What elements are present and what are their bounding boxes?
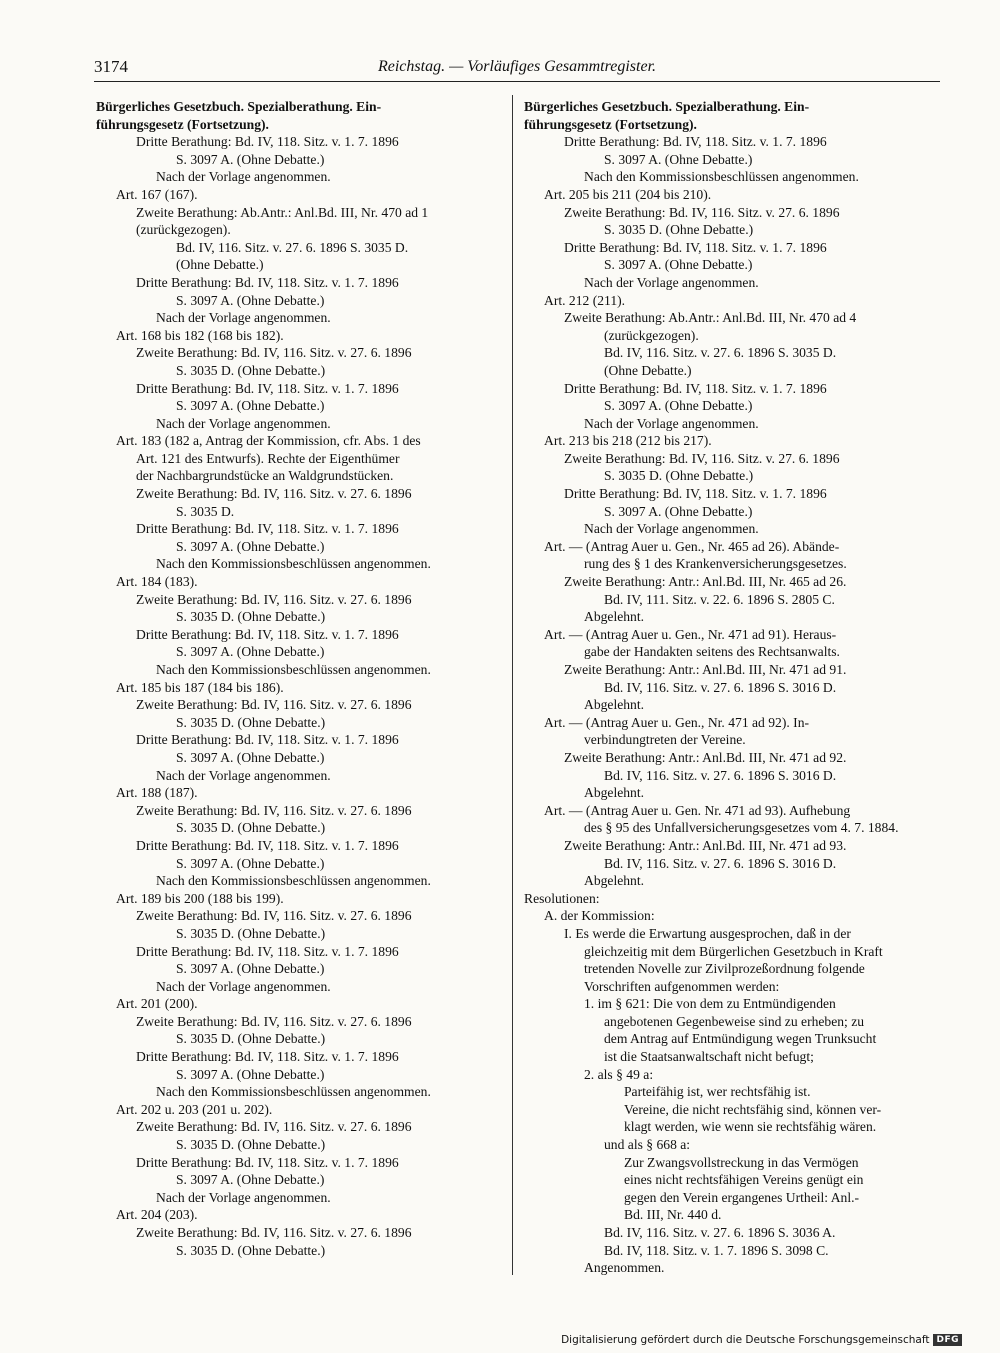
index-line: gleichzeitig mit dem Bürgerlichen Gesetzbuch in Kraft [584,943,883,959]
index-line: Bürgerliches Gesetzbuch. Spezialberathung. Ein- [524,99,810,114]
index-line: Zweite Berathung: Antr.: Anl.Bd. III, Nr. 471 ad 92. [564,749,847,765]
index-line: 2. als § 49 a: [584,1066,654,1082]
index-line: Art. 202 u. 203 (201 u. 202). [116,1101,273,1117]
index-line: Zweite Berathung: Bd. IV, 116. Sitz. v. 27. 6. 1896 [136,591,412,607]
index-line: rung des § 1 des Krankenversicherungsgesetzes. [584,556,847,572]
index-line: Art. 189 bis 200 (188 bis 199). [116,890,284,906]
index-line: Dritte Berathung: Bd. IV, 118. Sitz. v. 1. 7. 1896 [564,239,827,255]
index-line: Dritte Berathung: Bd. IV, 118. Sitz. v. 1. 7. 1896 [136,521,399,537]
index-line: S. 3035 D. (Ohne Debatte.) [176,714,326,730]
index-line: gegen den Verein ergangenes Urtheil: Anl.- [624,1189,860,1205]
index-line: Zweite Berathung: Antr.: Anl.Bd. III, Nr. 465 ad 26. [564,574,847,590]
index-line: führungsgesetz (Fortsetzung). [96,116,269,132]
index-line: Abgelehnt. [584,873,645,889]
index-line: I. Es werde die Erwartung ausgesprochen, daß in der [564,925,851,941]
footer [561,1334,962,1346]
index-line: S. 3035 D. (Ohne Debatte.) [176,1031,326,1047]
index-line: S. 3097 A. (Ohne Debatte.) [176,855,325,871]
index-line: S. 3035 D. (Ohne Debatte.) [176,609,326,625]
index-line: Dritte Berathung: Bd. IV, 118. Sitz. v. 1. 7. 1896 [136,134,399,150]
index-line: Art. 121 des Entwurfs). Rechte der Eigenthümer [136,450,400,466]
index-line: Zweite Berathung: Bd. IV, 116. Sitz. v. 27. 6. 1896 [136,697,412,713]
index-line: Dritte Berathung: Bd. IV, 118. Sitz. v. 1. 7. 1896 [136,1154,399,1170]
index-line: Bd. IV, 118. Sitz. v. 1. 7. 1896 S. 3098 C. [604,1242,829,1258]
index-line: Nach der Vorlage angenommen. [156,978,331,994]
index-line: Abgelehnt. [584,609,645,625]
index-line: Art. — (Antrag Auer u. Gen. Nr. 471 ad 93). Aufhebung [544,802,851,818]
index-line: dem Antrag auf Entmündigung wegen Trunksucht [604,1031,877,1047]
running-title: Reichstag. — Vorläufiges Gesammtregister. [377,58,657,75]
right-column [524,98,944,1277]
index-line: Zweite Berathung: Bd. IV, 116. Sitz. v. 27. 6. 1896 [136,908,412,924]
index-line: S. 3097 A. (Ohne Debatte.) [176,151,325,167]
index-line: Art. 204 (203). [116,1207,198,1223]
index-line: Vereine, die nicht rechtsfähig sind, können ver- [624,1101,882,1117]
index-line: (Ohne Debatte.) [604,362,692,378]
index-line: Nach der Vorlage angenommen. [156,767,331,783]
index-line: Resolutionen: [524,890,600,906]
index-line: Art. — (Antrag Auer u. Gen., Nr. 465 ad 26). Abände- [544,538,840,554]
index-line: Bd. IV, 116. Sitz. v. 27. 6. 1896 S. 3035 D. [604,345,837,361]
index-line: Parteifähig ist, wer rechtsfähig ist. [624,1084,811,1100]
index-line: verbindungtreten der Vereine. [584,732,746,748]
index-line: Art. 167 (167). [116,186,198,202]
index-line: Nach der Vorlage angenommen. [584,521,759,537]
index-line: S. 3097 A. (Ohne Debatte.) [176,1172,325,1188]
index-line: Dritte Berathung: Bd. IV, 118. Sitz. v. 1. 7. 1896 [564,380,827,396]
index-line: Art. 184 (183). [116,574,198,590]
index-line: Dritte Berathung: Bd. IV, 118. Sitz. v. 1. 7. 1896 [136,626,399,642]
index-line: Nach der Vorlage angenommen. [156,310,331,326]
index-line: Vorschriften aufgenommen werden: [584,978,780,994]
index-line: Art. 205 bis 211 (204 bis 210). [544,186,712,202]
index-line: Art. 212 (211). [544,292,626,308]
index-line: Bd. IV, 116. Sitz. v. 27. 6. 1896 S. 3035 D. [176,239,409,255]
index-line: Bd. IV, 116. Sitz. v. 27. 6. 1896 S. 3016 D. [604,679,837,695]
index-line: Art. 183 (182 a, Antrag der Kommission, cfr. Abs. 1 des [116,433,421,449]
index-line: S. 3097 A. (Ohne Debatte.) [604,398,753,414]
index-line: eines nicht rechtsfähigen Vereins genügt ein [624,1172,864,1188]
index-line: Angenommen. [584,1260,665,1276]
dfg-logo: DFG [933,1334,962,1346]
index-line: Dritte Berathung: Bd. IV, 118. Sitz. v. 1. 7. 1896 [136,1049,399,1065]
index-line: Nach den Kommissionsbeschlüssen angenommen. [584,169,859,185]
index-line: Zweite Berathung: Bd. IV, 116. Sitz. v. 27. 6. 1896 [136,802,412,818]
index-line: S. 3097 A. (Ohne Debatte.) [604,503,753,519]
index-line: Nach der Vorlage angenommen. [156,415,331,431]
index-line: Dritte Berathung: Bd. IV, 118. Sitz. v. 1. 7. 1896 [564,486,827,502]
index-line: Nach der Vorlage angenommen. [584,274,759,290]
index-line: Zweite Berathung: Bd. IV, 116. Sitz. v. 27. 6. 1896 [564,450,840,466]
index-line: Art. 168 bis 182 (168 bis 182). [116,327,284,343]
index-line: S. 3035 D. (Ohne Debatte.) [176,1137,326,1153]
index-line: Dritte Berathung: Bd. IV, 118. Sitz. v. 1. 7. 1896 [136,274,399,290]
index-line: angebotenen Gegenbeweise sind zu erheben; zu [604,1013,865,1029]
index-line: S. 3035 D. (Ohne Debatte.) [604,222,754,238]
index-line: A. der Kommission: [544,908,655,924]
index-line: Art. — (Antrag Auer u. Gen., Nr. 471 ad 91). Heraus- [544,626,837,642]
index-line: Bd. IV, 116. Sitz. v. 27. 6. 1896 S. 3016 D. [604,767,837,783]
index-line: S. 3097 A. (Ohne Debatte.) [176,1066,325,1082]
index-line: Zweite Berathung: Bd. IV, 116. Sitz. v. 27. 6. 1896 [136,1225,412,1240]
index-line: des § 95 des Unfallversicherungsgesetzes vom 4. 7. 1884. [584,820,899,836]
index-line: (zurückgezogen). [136,222,231,238]
index-line: S. 3035 D. (Ohne Debatte.) [176,362,326,378]
index-line: S. 3097 A. (Ohne Debatte.) [604,151,753,167]
index-line: S. 3097 A. (Ohne Debatte.) [176,961,325,977]
index-line: S. 3035 D. (Ohne Debatte.) [176,925,326,941]
index-line: Dritte Berathung: Bd. IV, 118. Sitz. v. 1. 7. 1896 [136,837,399,853]
index-line: Bd. IV, 111. Sitz. v. 22. 6. 1896 S. 2805 C. [604,591,835,607]
index-line: Bürgerliches Gesetzbuch. Spezialberathung. Ein- [96,99,382,114]
index-line: Dritte Berathung: Bd. IV, 118. Sitz. v. 1. 7. 1896 [564,134,827,150]
index-line: Zweite Berathung: Bd. IV, 116. Sitz. v. 27. 6. 1896 [136,486,412,502]
index-line: Nach den Kommissionsbeschlüssen angenommen. [156,873,431,889]
index-line: Nach den Kommissionsbeschlüssen angenommen. [156,662,431,677]
index-line: Abgelehnt. [584,697,645,713]
index-line: Bd. III, Nr. 440 d. [624,1207,722,1223]
index-line: Bd. IV, 116. Sitz. v. 27. 6. 1896 S. 3016 D. [604,855,837,871]
index-line: Zweite Berathung: Antr.: Anl.Bd. III, Nr. 471 ad 93. [564,837,847,853]
index-line: S. 3035 D. (Ohne Debatte.) [176,820,326,836]
left-column [96,98,516,1259]
index-line: Zweite Berathung: Bd. IV, 116. Sitz. v. 27. 6. 1896 [136,1013,412,1029]
index-line: klagt werden, wie wenn sie rechtsfähig wären. [624,1119,877,1135]
index-line: S. 3035 D. (Ohne Debatte.) [604,468,754,484]
page-header [94,57,940,82]
index-line: S. 3097 A. (Ohne Debatte.) [176,398,325,414]
index-line: tretenden Novelle zur Zivilprozeßordnung folgende [584,961,865,977]
index-line: Dritte Berathung: Bd. IV, 118. Sitz. v. 1. 7. 1896 [136,380,399,396]
index-line: Zweite Berathung: Ab.Antr.: Anl.Bd. III, Nr. 470 ad 1 [136,204,429,220]
index-line: (Ohne Debatte.) [176,257,264,273]
index-line: Nach den Kommissionsbeschlüssen angenommen. [156,1084,431,1100]
index-line: Art. 188 (187). [116,785,198,801]
index-line: S. 3097 A. (Ohne Debatte.) [176,749,325,765]
index-line: ist die Staatsanwaltschaft nicht befugt; [604,1049,814,1065]
index-line: 1. im § 621: Die von dem zu Entmündigenden [584,996,836,1012]
index-line: führungsgesetz (Fortsetzung). [524,116,697,132]
index-line: gabe der Handakten seitens des Rechtsanwalts. [584,644,840,660]
index-line: Zweite Berathung: Ab.Antr.: Anl.Bd. III, Nr. 470 ad 4 [564,310,857,326]
index-line: Art. 201 (200). [116,996,198,1012]
index-line: Zur Zwangsvollstreckung in das Vermögen [624,1154,859,1170]
page-number: 3174 [94,57,128,76]
index-line: der Nachbargrundstücke an Waldgrundstücken. [136,468,394,484]
index-line: Dritte Berathung: Bd. IV, 118. Sitz. v. 1. 7. 1896 [136,732,399,748]
index-line: Abgelehnt. [584,785,645,801]
index-line: Zweite Berathung: Bd. IV, 116. Sitz. v. 27. 6. 1896 [136,1119,412,1135]
index-line: und als § 668 a: [604,1137,691,1153]
index-line: Art. — (Antrag Auer u. Gen., Nr. 471 ad 92). In- [544,714,810,730]
index-line: S. 3097 A. (Ohne Debatte.) [604,257,753,273]
index-line: Nach den Kommissionsbeschlüssen angenommen. [156,556,431,572]
index-line: S. 3035 D. (Ohne Debatte.) [176,1242,326,1258]
index-line: Nach der Vorlage angenommen. [584,415,759,431]
index-line: (zurückgezogen). [604,327,699,343]
index-line: S. 3097 A. (Ohne Debatte.) [176,644,325,660]
index-line: Nach der Vorlage angenommen. [156,1189,331,1205]
index-line: Zweite Berathung: Bd. IV, 116. Sitz. v. 27. 6. 1896 [136,345,412,361]
index-line: Art. 185 bis 187 (184 bis 186). [116,679,284,695]
index-line: S. 3097 A. (Ohne Debatte.) [176,538,325,554]
footer-credit: Digitalisierung gefördert durch die Deutsche Forschungsgemeinschaft [561,1334,930,1346]
index-line: Zweite Berathung: Bd. IV, 116. Sitz. v. 27. 6. 1896 [564,204,840,220]
index-line: Nach der Vorlage angenommen. [156,169,331,185]
index-line: Bd. IV, 116. Sitz. v. 27. 6. 1896 S. 3036 A. [604,1225,836,1240]
index-line: Zweite Berathung: Antr.: Anl.Bd. III, Nr. 471 ad 91. [564,662,847,677]
index-line: S. 3097 A. (Ohne Debatte.) [176,292,325,308]
index-line: Dritte Berathung: Bd. IV, 118. Sitz. v. 1. 7. 1896 [136,943,399,959]
index-line: Art. 213 bis 218 (212 bis 217). [544,433,712,449]
index-line: S. 3035 D. [176,503,235,519]
